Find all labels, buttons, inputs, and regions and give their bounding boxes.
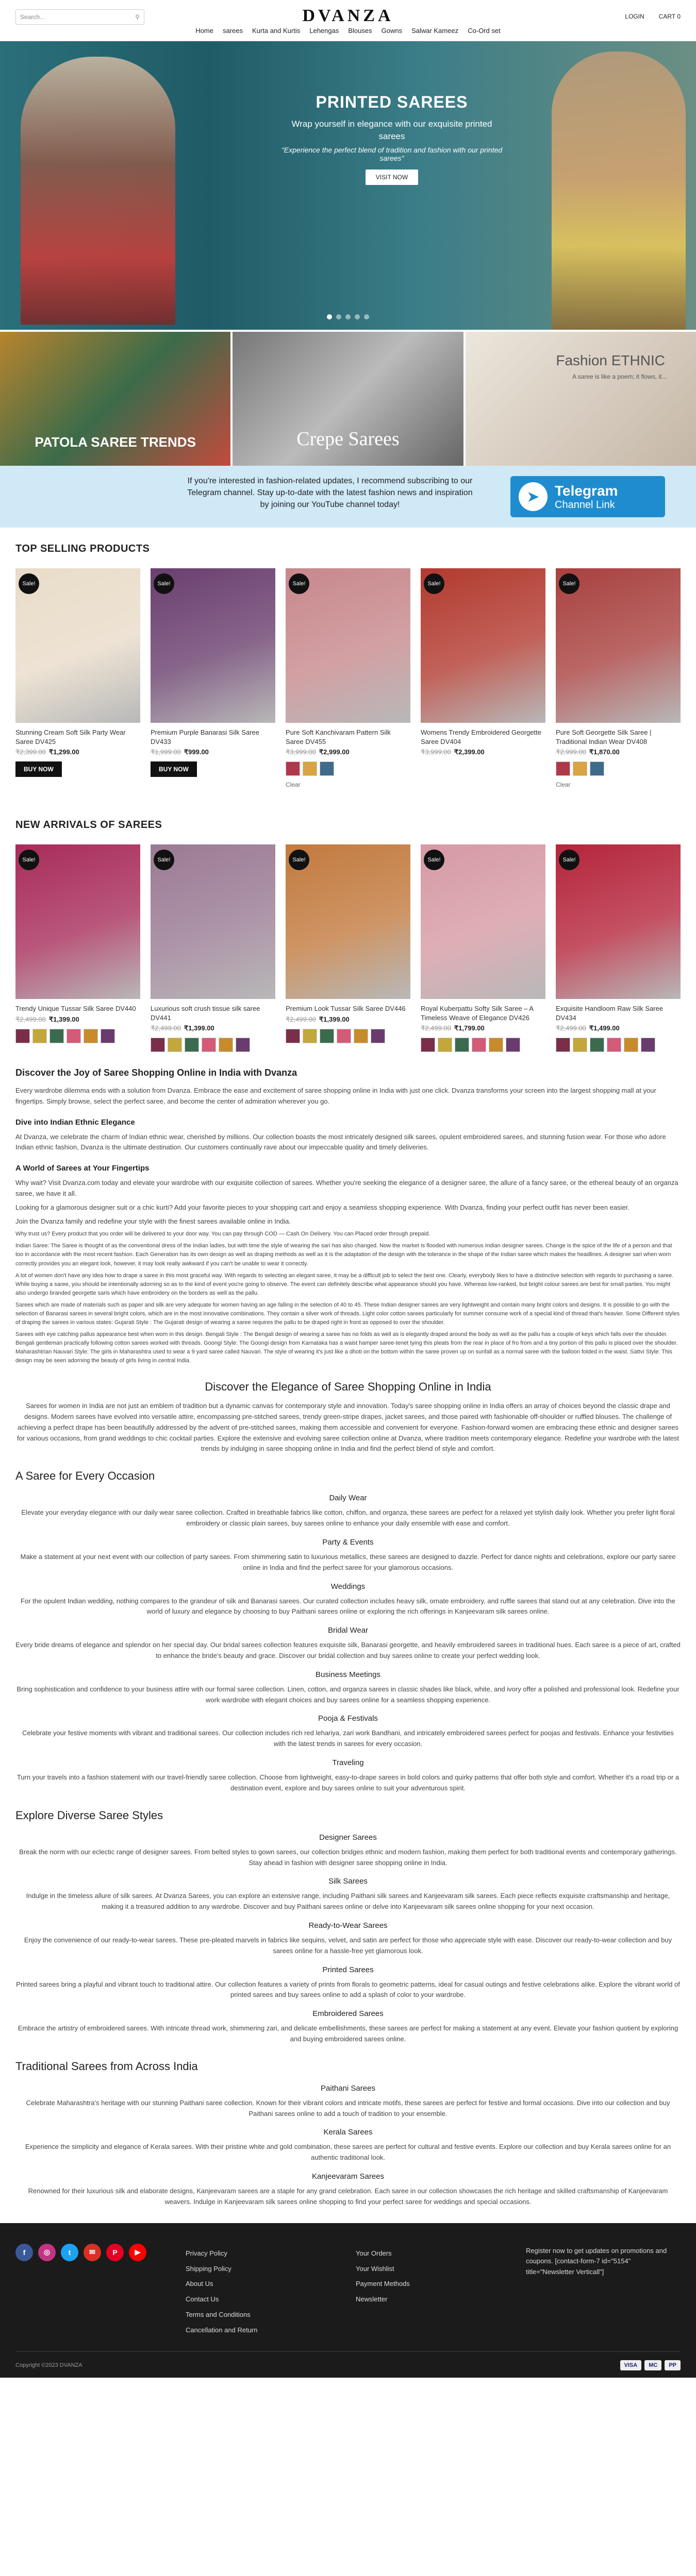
- sale-price: ₹1,799.00: [454, 1024, 485, 1032]
- product-image[interactable]: [556, 568, 681, 723]
- color-swatch[interactable]: [354, 1029, 368, 1043]
- payment-icons: [620, 2360, 681, 2370]
- color-swatch[interactable]: [607, 1038, 621, 1052]
- search-box[interactable]: [15, 9, 144, 25]
- sale-badge: Sale!: [154, 573, 174, 594]
- old-price: ₹2,499.00: [15, 1015, 46, 1023]
- sale-price: ₹2,999.00: [319, 748, 350, 756]
- content-small-2: Indian Saree: The Saree is thought of as the conventional dress of the Indian ladies, but with time the style of wearing the sari has also changed. Now the market is flooded with numerous Indian designer sarees. Change is the spice of the life of a person and that too in accordance with the most recent fashion. Each Generation has its own design as well as draping methods as well as it is the adaptation of the design with the tolerance in the shape of the Indian saree which makes the headlines. A designer sari when worn correctly provides you an elegant look, however, it may look really awkward if you can't be unable to wear it correctly.: [15, 1243, 672, 1267]
- region-heading: Paithani Sarees: [321, 2083, 375, 2093]
- product-name[interactable]: Trendy Unique Tussar Silk Saree DV440: [15, 1005, 136, 1013]
- color-swatch[interactable]: [489, 1038, 503, 1052]
- footer-link[interactable]: Your Orders: [356, 2249, 392, 2257]
- color-swatch[interactable]: [286, 1029, 300, 1043]
- occasion-heading: Daily Wear: [329, 1494, 367, 1503]
- color-swatches: [286, 1029, 410, 1043]
- product-name[interactable]: Stunning Cream Soft Silk Party Wear Saree DV425: [15, 728, 126, 745]
- sale-price: ₹1,399.00: [48, 1015, 79, 1023]
- color-swatch[interactable]: [320, 761, 334, 776]
- color-swatch[interactable]: [556, 1038, 570, 1052]
- product-image[interactable]: [421, 568, 545, 723]
- region-heading: Kanjeevaram Sarees: [311, 2172, 385, 2181]
- color-swatches: [556, 761, 681, 776]
- carousel-dot[interactable]: [327, 314, 332, 319]
- footer-link[interactable]: Contact Us: [186, 2295, 219, 2303]
- content-main-heading: Discover the Joy of Saree Shopping Online in India with Dvanza: [15, 1067, 297, 1078]
- old-price: ₹2,499.00: [556, 1024, 586, 1032]
- regions-heading: Traditional Sarees from Across India: [15, 2059, 198, 2073]
- occasion-heading: Traveling: [332, 1758, 364, 1767]
- style-paragraph: Indulge in the timeless allure of silk sarees. At Dvanza Sarees, you can explore an extensive range, including Paithani silk sarees and Kanjeevaram silk sarees. Each piece reflects exquisite craftsmanship and heritage, making it a treasured addition to any wardrobe. Discover and buy Paithani sarees online or delve into Kanjeevaram silk sarees online shopping for your next occasion.: [26, 1892, 670, 1911]
- product-card[interactable]: [286, 568, 410, 788]
- hero-quote: "Experience the perfect blend of tradition and fashion with our printed sarees": [281, 145, 503, 162]
- color-swatch[interactable]: [573, 1038, 587, 1052]
- telegram-badge-sub: Channel Link: [555, 499, 615, 511]
- color-swatch[interactable]: [590, 761, 604, 776]
- telegram-badge-title: Telegram: [555, 482, 618, 499]
- cart-count: 0: [677, 13, 681, 20]
- seo-content: [0, 1065, 696, 1365]
- old-price: ₹2,499.00: [286, 1015, 316, 1023]
- product-image[interactable]: [15, 568, 140, 723]
- hero-model-right-image: [552, 52, 686, 330]
- product-name[interactable]: Pure Soft Georgette Silk Saree | Traditional Indian Wear DV408: [556, 728, 652, 745]
- footer-newsletter: Register now to get updates on promotions and coupons. [contact-form-7 id="5154" title="Newsletter Verticall"]: [526, 2246, 667, 2276]
- occasion-list: [15, 1492, 681, 1793]
- sale-price: ₹1,399.00: [184, 1024, 214, 1032]
- product-name[interactable]: Premium Purple Banarasi Silk Saree DV433: [151, 728, 259, 745]
- product-name[interactable]: Exquisite Handloom Raw Silk Saree DV434: [556, 1005, 664, 1022]
- color-swatch[interactable]: [455, 1038, 469, 1052]
- old-price: ₹3,999.00: [421, 748, 451, 756]
- elegance-content: [0, 1378, 696, 2208]
- product-card[interactable]: [151, 844, 275, 1052]
- product-name[interactable]: Pure Soft Kanchivaram Pattern Silk Saree DV455: [286, 728, 391, 745]
- color-swatch[interactable]: [49, 1029, 64, 1043]
- color-swatches: [556, 1038, 681, 1052]
- promo-ethnic-label: Fashion ETHNIC: [556, 352, 665, 368]
- nav-item[interactable]: Salwar Kameez: [411, 27, 459, 35]
- occasion-heading: Bridal Wear: [327, 1626, 369, 1635]
- color-swatch[interactable]: [151, 1038, 165, 1052]
- occasion-paragraph: Make a statement at your next event with our collection of party sarees. From shimmering satin to luxurious metallics, these sarees are designed to dazzle. Perfect for dance nights and celebrations, explore our party saree online in India and find the perfect saree for your glamorous occasions.: [20, 1552, 676, 1571]
- footer-link[interactable]: Shipping Policy: [186, 2264, 231, 2273]
- occasion-heading: Party & Events: [322, 1537, 374, 1547]
- footer-link[interactable]: Payment Methods: [356, 2280, 410, 2288]
- occasion-heading: Business Meetings: [316, 1670, 380, 1679]
- region-paragraph: Experience the simplicity and elegance of Kerala sarees. With their pristine white and gold combination, these sarees are perfect for cultural and festive events. Explore our collection and buy Kerala sarees online for an authentic traditional look.: [25, 2143, 671, 2162]
- product-name[interactable]: Premium Look Tussar Silk Saree DV446: [286, 1005, 406, 1013]
- content-main-paragraph: Every wardrobe dilemma ends with a solution from Dvanza. Embrace the ease and excitement of saree shopping online in India with just one click. Dvanza transforms your screen into the largest shopping mall at your fingertips. Simply browse, select the perfect saree, and become the center of admiration wherever you go.: [15, 1086, 656, 1105]
- old-price: ₹1,999.00: [151, 748, 181, 756]
- color-swatch[interactable]: [590, 1038, 604, 1052]
- occasion-paragraph: Every bride dreams of elegance and splendor on her special day. Our bridal sarees collection features exquisite silk, Banarasi georgette, and heavily embroidered sarees in traditional hues. Each saree is a piece of art, crafted to enhance the bride's beauty and grace. Discover our bridal collection and buy sarees online to create your perfect wedding look.: [15, 1641, 681, 1659]
- style-paragraph: Embrace the artistry of embroidered sarees. With intricate thread work, shimmering zari, and delicate embellishments, these sarees are perfect for making a statement at any event. Elevate your fashion quotient by exploring and buying embroidered sarees online.: [18, 2024, 678, 2043]
- site-logo[interactable]: DVANZA: [302, 6, 394, 25]
- footer-link[interactable]: Your Wishlist: [356, 2264, 394, 2273]
- product-image[interactable]: [151, 844, 275, 999]
- color-swatch[interactable]: [371, 1029, 385, 1043]
- product-price: [286, 1015, 410, 1024]
- footer-link[interactable]: Terms and Conditions: [186, 2311, 251, 2319]
- footer-link[interactable]: Cancellation and Return: [186, 2326, 258, 2334]
- telegram-text: If you're interested in fashion-related updates, I recommend subscribing to our Telegram channel. Stay up-to-date with the latest fashion news and inspiration by joining our YouTube channel today!: [187, 477, 473, 510]
- footer-divider: [15, 2351, 681, 2352]
- color-swatch[interactable]: [185, 1038, 199, 1052]
- old-price: ₹2,499.00: [151, 1024, 181, 1032]
- carousel-dot[interactable]: [355, 314, 360, 319]
- product-price: [151, 1024, 275, 1032]
- sale-badge: Sale!: [289, 573, 309, 594]
- promo-fashion-ethnic[interactable]: [466, 332, 696, 466]
- product-price: [286, 748, 410, 756]
- site-header: [0, 0, 696, 41]
- twitter-icon[interactable]: t: [61, 2244, 78, 2261]
- color-swatch[interactable]: [573, 761, 587, 776]
- product-card[interactable]: [556, 568, 681, 788]
- occasion-heading: Weddings: [330, 1582, 366, 1591]
- mail-icon[interactable]: ✉: [84, 2244, 101, 2261]
- sale-price: ₹1,870.00: [589, 748, 620, 756]
- sale-badge: Sale!: [154, 850, 174, 870]
- color-swatch[interactable]: [303, 761, 317, 776]
- product-image[interactable]: [15, 844, 140, 999]
- nav-item[interactable]: Gowns: [381, 27, 403, 35]
- cart-link[interactable]: [659, 13, 681, 20]
- old-price: ₹2,499.00: [421, 1024, 451, 1032]
- product-image[interactable]: [556, 844, 681, 999]
- hero-title: PRINTED SAREES: [316, 93, 468, 111]
- style-paragraph: Printed sarees bring a playful and vibrant touch to traditional attire. Our collection features a variety of prints from florals to geometric patterns, ideal for casual outings and festive celebrations alike. Explore the vibrant world of printed sarees and buy sarees online to add a splash of color to your wardrobe.: [16, 1980, 680, 1999]
- site-footer: [0, 2223, 696, 2378]
- color-swatch[interactable]: [472, 1038, 486, 1052]
- sale-price: ₹2,399.00: [454, 748, 485, 756]
- telegram-channel-link[interactable]: [510, 476, 665, 517]
- product-price: [15, 748, 140, 756]
- carousel-dot[interactable]: [345, 314, 351, 319]
- product-image[interactable]: [286, 568, 410, 723]
- instagram-icon[interactable]: ◎: [38, 2244, 56, 2261]
- content-dive-paragraph: At Dvanza, we celebrate the charm of Indian ethnic wear, cherished by millions. Our collection boasts the most intricately designed silk sarees, opulent embroidered sarees, and stunning fusion wear. For those who adore Indian ethnic fashion, Dvanza is the ultimate destination. Our customers continually rave about our impeccable quality and timely deliveries.: [15, 1132, 666, 1151]
- footer-col-account: [356, 2246, 410, 2308]
- color-swatch[interactable]: [421, 1038, 435, 1052]
- style-heading: Ready-to-Wear Sarees: [308, 1921, 388, 1930]
- sale-badge: Sale!: [289, 850, 309, 870]
- color-swatch[interactable]: [438, 1038, 452, 1052]
- color-swatch[interactable]: [303, 1029, 317, 1043]
- nav-item[interactable]: Kurta and Kurtis: [252, 27, 301, 35]
- product-card[interactable]: [151, 568, 275, 788]
- product-name[interactable]: Luxurious soft crush tissue silk saree DV441: [151, 1005, 260, 1022]
- product-image[interactable]: [286, 844, 410, 999]
- occasion-paragraph: For the opulent Indian wedding, nothing compares to the grandeur of silk and Banarasi sarees. Our curated collection includes heavy silk, ornate embroidery, and ruffle sarees that stand out at any celebration. Dive into the world of luxury and elegance by choosing to buy Paithani sarees online or exploring the rich offerings in Kanjeevaram silk sarees online.: [21, 1597, 675, 1616]
- visit-now-button[interactable]: VISIT NOW: [366, 170, 418, 185]
- color-swatch[interactable]: [624, 1038, 638, 1052]
- clear-selection-link[interactable]: Clear: [286, 781, 301, 789]
- style-heading: Embroidered Sarees: [312, 2009, 384, 2019]
- product-name[interactable]: Royal Kuberpattu Softy Silk Saree – A Timeless Weave of Elegance DV426: [421, 1005, 534, 1022]
- style-paragraph: Enjoy the convenience of our ready-to-wear sarees. These pre-pleated marvels in fabrics like sequins, velvet, and satin are perfect for those who appreciate style with ease. Discover our ready-to-wear collection and buy sarees online for a hassle-free yet glamorous look.: [24, 1936, 672, 1955]
- payment-method-icon: PP: [665, 2360, 681, 2370]
- elegance-heading: Discover the Elegance of Saree Shopping Online in India: [205, 1380, 491, 1394]
- styles-list: [15, 1832, 681, 2045]
- product-price: [421, 748, 545, 756]
- hero-model-left-image: [21, 57, 175, 325]
- sale-price: ₹1,399.00: [319, 1015, 350, 1023]
- color-swatch[interactable]: [32, 1029, 47, 1043]
- new-arrivals-products: [15, 844, 681, 1052]
- product-card[interactable]: [15, 568, 140, 788]
- occasion-paragraph: Elevate your everyday elegance with our daily wear saree collection. Crafted in breathable fabrics like cotton, chiffon, and organza, these sarees are perfect for a relaxed yet stylish daily look. Whether you prefer light floral embroidery or classic plain sarees, buy sarees online to enhance your daily ensemble with ease and comfort.: [21, 1509, 675, 1528]
- content-dive-heading: Dive into Indian Ethnic Elegance: [15, 1117, 135, 1127]
- product-card[interactable]: [15, 844, 140, 1052]
- old-price: ₹2,399.00: [15, 748, 46, 756]
- styles-heading: Explore Diverse Saree Styles: [15, 1808, 163, 1822]
- elegance-intro: Sarees for women in India are not just an emblem of tradition but a dynamic canvas for contemporary style and innovation. Today's saree shopping online in India offers an array of choices beyond the classic drape and designs. Modern sarees have evolved into versatile attire, encompassing pre-stitched sarees, trendy green-stripe drapes, jacket sarees, and those paired with fashionable off-shoulder or ruffled blouses. The challenge of achieving a perfect drape has been beautifully addressed by the advent of pre-stitched sarees, making them accessible and convenient for everyone. Fashion-forward women are embracing these ethnic and designer sarees for various occasions, from grand weddings to chic cocktail parties. Explore the extensive and evolving saree collection online at Dvanza, where tradition meets contemporary elegance. Redefine your wardrobe with the latest trends by indulging in saree shopping online in India and find the perfect blend of style and comfort.: [16, 1402, 680, 1453]
- top-selling-title: TOP SELLING PRODUCTS: [15, 543, 150, 554]
- copyright: Copyright ©2023 DVANZA: [15, 2362, 82, 2368]
- color-swatch[interactable]: [641, 1038, 655, 1052]
- color-swatch[interactable]: [506, 1038, 520, 1052]
- product-card[interactable]: [286, 844, 410, 1052]
- top-selling-products: [15, 568, 681, 788]
- clear-selection-link[interactable]: Clear: [556, 781, 571, 789]
- telegram-icon: ➤: [519, 482, 548, 511]
- product-price: [556, 748, 681, 756]
- promo-crepe[interactable]: [233, 332, 463, 466]
- old-price: ₹3,999.00: [286, 748, 316, 756]
- product-card[interactable]: [556, 844, 681, 1052]
- content-small-3: A lot of women don't have any idea how to drape a saree in this most graceful way. With regards to selecting an elegant saree, it may be a difficult job to select the best one. Clearly, everybody likes to have a distinctive selection with regards to purchasing a saree. While buying a saree, you should be intentionally adorning so as to the kind of event you're going to observe. The event can definitely describe what appearance should you have. Whereas low-ranked, but bright colour sarees are best for small parties. You might also undergo branded georgette saris which have embroidery on the borders as well as the pallu.: [15, 1272, 674, 1296]
- color-swatch[interactable]: [202, 1038, 216, 1052]
- header-actions: [625, 13, 681, 20]
- content-world-paragraph-2: Looking for a glamorous designer suit or a chic kurti? Add your favorite pieces to your shopping cart and enjoy a seamless shopping experience. With Dvanza, finding your perfect outfit has never been easier.: [15, 1203, 629, 1211]
- product-card[interactable]: [421, 568, 545, 788]
- style-paragraph: Break the norm with our eclectic range of designer sarees. From belted styles to gown sarees, our collection bridges ethnic and modern fashion, making them perfect for both traditional events and contemporary gatherings. Stay ahead in fashion with designer saree shopping online in India.: [19, 1848, 677, 1867]
- sale-price: ₹1,499.00: [589, 1024, 620, 1032]
- search-input[interactable]: Search...: [20, 13, 45, 21]
- color-swatches: [151, 1038, 275, 1052]
- product-price: [151, 748, 275, 756]
- color-swatch[interactable]: [236, 1038, 250, 1052]
- sale-badge: Sale!: [559, 573, 579, 594]
- occasion-paragraph: Celebrate your festive moments with vibrant and traditional sarees. Our collection includes rich red lehariya, zari work Bandhani, and intricately embroidered sarees perfect for poojas and festivals. Enhance your festivities with the latest trends in sarees for every occasion.: [22, 1729, 674, 1748]
- color-swatch[interactable]: [337, 1029, 351, 1043]
- old-price: ₹2,999.00: [556, 748, 586, 756]
- style-heading: Silk Sarees: [328, 1877, 368, 1886]
- buy-now-button[interactable]: BUY NOW: [15, 761, 62, 777]
- promo-patola[interactable]: [0, 332, 230, 466]
- nav-item[interactable]: Blouses: [348, 27, 372, 35]
- carousel-dot[interactable]: [364, 314, 369, 319]
- hero-carousel-dots: [0, 314, 696, 319]
- top-selling-section: [0, 543, 696, 788]
- color-swatch[interactable]: [67, 1029, 81, 1043]
- regions-list: [15, 2082, 681, 2208]
- promo-ethnic-sub: A saree is like a poem; it flows, it...: [572, 373, 667, 380]
- style-heading: Designer Sarees: [319, 1833, 377, 1842]
- color-swatch[interactable]: [15, 1029, 30, 1043]
- product-card[interactable]: [421, 844, 545, 1052]
- footer-link[interactable]: Newsletter: [356, 2295, 388, 2303]
- payment-method-icon: MC: [644, 2360, 661, 2370]
- content-world-heading: A World of Sarees at Your Fingertips: [15, 1164, 150, 1173]
- nav-item[interactable]: Co-Ord set: [468, 27, 501, 35]
- youtube-icon[interactable]: ▶: [129, 2244, 146, 2261]
- style-heading: Printed Sarees: [322, 1965, 374, 1974]
- color-swatch[interactable]: [286, 761, 300, 776]
- region-heading: Kerala Sarees: [323, 2128, 373, 2137]
- sale-price: ₹1,299.00: [48, 748, 79, 756]
- login-link[interactable]: LOGIN: [625, 13, 644, 20]
- hero-subtitle: Wrap yourself in elegance with our exquisite printed sarees: [291, 119, 492, 141]
- color-swatch[interactable]: [556, 761, 570, 776]
- color-swatches: [15, 1029, 140, 1043]
- footer-link[interactable]: About Us: [186, 2280, 213, 2288]
- sale-badge: Sale!: [559, 850, 579, 870]
- occasion-paragraph: Bring sophistication and confidence to your business attire with our formal saree collection. Linen, cotton, and organza sarees in classic shades like black, white, and ivory offer a polished and professional look. Redefine your work wardrobe with elegant choices and buy sarees online for a seamless shopping experience.: [16, 1685, 680, 1704]
- color-swatches: [286, 761, 410, 776]
- promo-crepe-label: Crepe Sarees: [296, 428, 400, 450]
- hero-text: [278, 93, 505, 185]
- occasion-heading: A Saree for Every Occasion: [15, 1469, 155, 1483]
- product-image[interactable]: [421, 844, 545, 999]
- search-icon[interactable]: ⚲: [135, 13, 140, 21]
- new-arrivals-section: [0, 819, 696, 1052]
- promo-banners: [0, 332, 696, 466]
- color-swatches: [421, 1038, 545, 1052]
- occasion-paragraph: Turn your travels into a fashion statement with our travel-friendly saree collection. Choose from lightweight, easy-to-drape sarees in bold colors and quirky patterns that offer both style and comfort. Whether it's a road trip or a destination event, explore and buy sarees online to suit your adventurous spirit.: [16, 1773, 680, 1792]
- content-small-4: Sarees which are made of materials such as paper and silk are very adequate for women having an age falling in the selection of 40 to 45. These Indian designer sarees are very lightweight and contain many bright colors and designs. It is possible to go with the selection of Banarasi sarees in several bright colors, which are in the most innovative combinations. They contain a silver work of threads. Light color cotton sarees particularly for summer consume work of a special kind of thread that's heavier. Some Different styles of draping the sarees in various states: Gujarati Style : The Gujarati design of wearing a saree requires the pallu to be draped right in front as opposed to over the shoulder.: [15, 1301, 680, 1326]
- buy-now-button[interactable]: BUY NOW: [151, 761, 197, 777]
- content-world-paragraph-1: Why wait? Visit Dvanza.com today and elevate your wardrobe with our exquisite collection of sarees. Whether you're seeking the elegance of a designer saree, the allure of a fancy saree, or the ethereal beauty of an organza saree, we have it all.: [15, 1179, 678, 1197]
- nav-item[interactable]: Home: [195, 27, 213, 35]
- sale-badge: Sale!: [19, 850, 39, 870]
- content-small-5: Sarees with eye catching pallus appearance best when worn in this design. Bengali Style : The Bengali design of wearing a saree has no folds as well as is elegantly draped around the body as well as the pallu has a couple of keys which falls over the shoulder. Bengali gentleman practically following cotton sarees worked with threads. Goongi Style: The Goongi design from Karnataka has a waist hamper saree-tenet tying this pleats from the rear in place of fro from and a tiny portion of this pallu is placed over the shoulder. Maharashtrian Nauvari Style: The girls in Maharashtra used to wear a 9 yard saree called Nauvari. The style of wearing it's just like a dhoti on the bottom within the saree proven up on sunfall as a normal saree with the balloon folded in the waist. Sattvi Style: This design may be seen adorning the beauty of girls living in central India.: [15, 1331, 678, 1364]
- color-swatch[interactable]: [84, 1029, 98, 1043]
- footer-col-policies: [186, 2246, 257, 2338]
- footer-link[interactable]: Privacy Policy: [186, 2249, 227, 2257]
- carousel-dot[interactable]: [336, 314, 341, 319]
- nav-item[interactable]: Lehengas: [309, 27, 339, 35]
- main-nav: [0, 27, 696, 35]
- content-small-1: Why trust us? Every product that you order will be delivered to your door way. You can pay through COD — Cash On Delivery. You can Placed order through prepaid.: [15, 1231, 430, 1238]
- sale-badge: Sale!: [19, 573, 39, 594]
- region-paragraph: Celebrate Maharashtra's heritage with our stunning Paithani saree collection. Known for their vibrant colors and intricate motifs, these sarees are perfect for festive and formal occasions. Dive into our collection and buy Paithani sarees online to add a touch of tradition to your ensemble.: [26, 2098, 670, 2117]
- product-price: [556, 1024, 681, 1032]
- product-image[interactable]: [151, 568, 275, 723]
- promo-patola-label: PATOLA SAREE TRENDS: [35, 434, 196, 450]
- payment-method-icon: VISA: [620, 2360, 642, 2370]
- color-swatch[interactable]: [101, 1029, 115, 1043]
- cart-label: CART: [658, 13, 675, 20]
- product-price: [421, 1024, 545, 1032]
- hero-banner[interactable]: [0, 41, 696, 330]
- telegram-banner: [0, 466, 696, 528]
- color-swatch[interactable]: [219, 1038, 233, 1052]
- product-price: [15, 1015, 140, 1024]
- nav-item[interactable]: sarees: [222, 27, 243, 35]
- occasion-heading: Pooja & Festivals: [318, 1714, 378, 1723]
- facebook-icon[interactable]: f: [15, 2244, 33, 2261]
- color-swatch[interactable]: [168, 1038, 182, 1052]
- content-world-paragraph-3: Join the Dvanza family and redefine your style with the finest sarees available online in India.: [15, 1217, 291, 1225]
- sale-badge: Sale!: [424, 850, 444, 870]
- region-paragraph: Renowned for their luxurious silk and elaborate designs, Kanjeevaram sarees are a staple for any grand celebration. Each saree in our collection showcases the rich heritage and skilled craftsmanship of Kanjeevaram weavers. Indulge in Kanjeevaram silk sarees online shopping to find your perfect saree for weddings and special occasions.: [28, 2187, 668, 2206]
- new-arrivals-title: NEW ARRIVALS OF SAREES: [15, 819, 162, 831]
- pinterest-icon[interactable]: P: [106, 2244, 124, 2261]
- sale-badge: Sale!: [424, 573, 444, 594]
- color-swatch[interactable]: [320, 1029, 334, 1043]
- product-name[interactable]: Womens Trendy Embroidered Georgette Saree DV404: [421, 728, 541, 745]
- sale-price: ₹999.00: [184, 748, 209, 756]
